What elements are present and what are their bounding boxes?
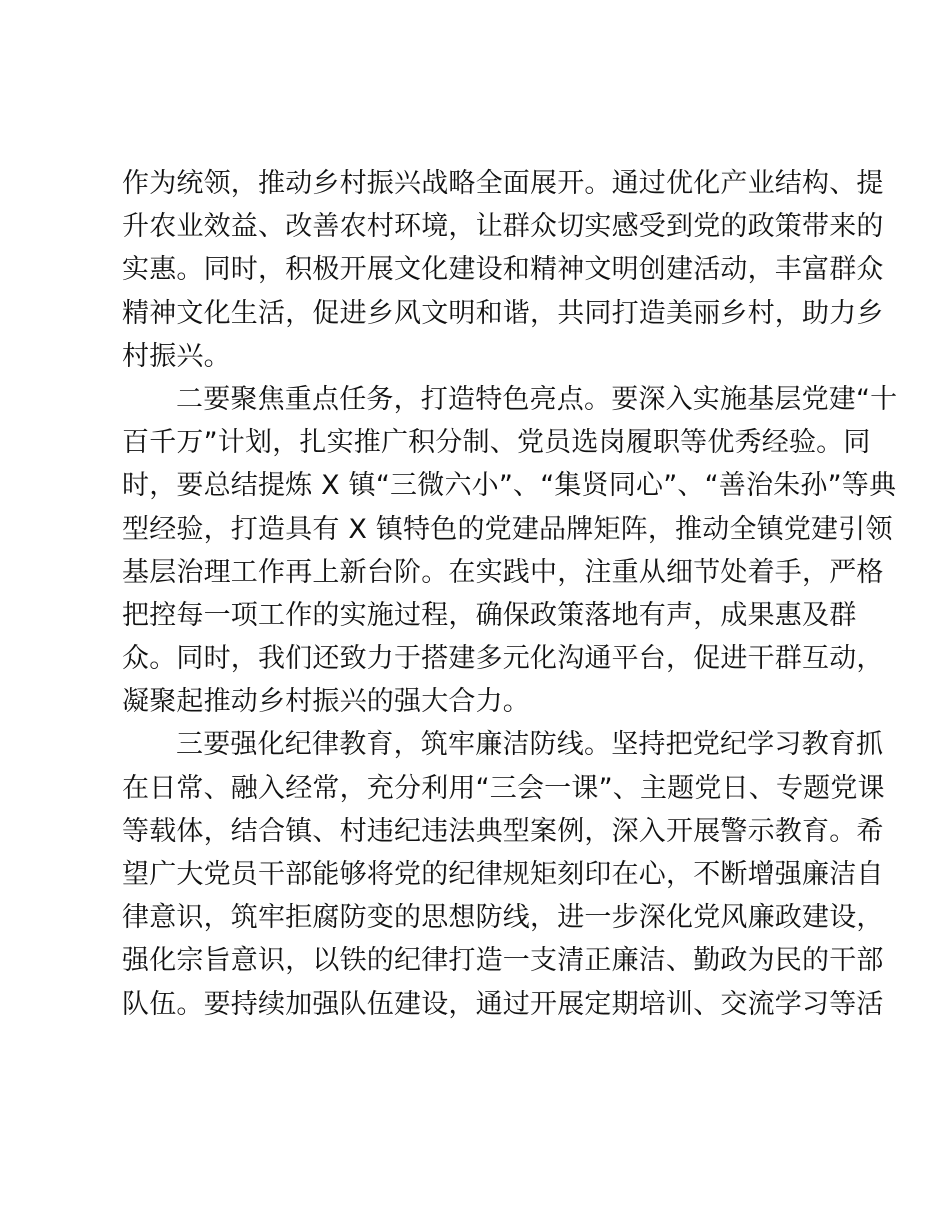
paragraph-3-line-3: 等载体，结合镇、村违纪违法典型案例，深入开展警示教育。希 xyxy=(122,815,884,847)
paragraph-1-line-3: 实惠。同时，积极开展文化建设和精神文明创建活动，丰富群众 xyxy=(122,254,884,286)
paragraph-3-line-1: 三要强化纪律教育，筑牢廉洁防线。坚持把党纪学习教育抓 xyxy=(176,729,884,761)
paragraph-3-line-7: 队伍。要持续加强队伍建设，通过开展定期培训、交流学习等活 xyxy=(122,988,884,1020)
paragraph-2-line-8: 凝聚起推动乡村振兴的强大合力。 xyxy=(122,686,530,718)
paragraph-2-line-5: 基层治理工作再上新台阶。在实践中，注重从细节处着手，严格 xyxy=(122,556,884,588)
paragraph-1-line-5: 村振兴。 xyxy=(122,340,231,372)
paragraph-2-line-6: 把控每一项工作的实施过程，确保政策落地有声，成果惠及群 xyxy=(122,599,857,631)
paragraph-2-line-2: 百千万”计划，扎实推广积分制、党员选岗履职等优秀经验。同 xyxy=(122,427,871,459)
paragraph-2-line-3: 时，要总结提炼 X 镇“三微六小”、“集贤同心”、“善治朱孙”等典 xyxy=(122,470,897,502)
paragraph-2-line-4: 型经验，打造具有 X 镇特色的党建品牌矩阵，推动全镇党建引领 xyxy=(122,513,893,545)
paragraph-1-line-1: 作为统领，推动乡村振兴战略全面展开。通过优化产业结构、提 xyxy=(122,168,884,199)
paragraph-3-line-4: 望广大党员干部能够将党的纪律规矩刻印在心，不断增强廉洁自 xyxy=(122,859,884,890)
paragraph-1-line-2: 升农业效益、改善农村环境，让群众切实感受到党的政策带来的 xyxy=(122,211,884,243)
paragraph-2-line-1: 二要聚焦重点任务，打造特色亮点。要深入实施基层党建“十 xyxy=(176,383,898,415)
document-body xyxy=(122,162,898,1026)
paragraph-3-line-6: 强化宗旨意识，以铁的纪律打造一支清正廉洁、勤政为民的干部 xyxy=(122,945,884,977)
paragraph-2-line-7: 众。同时，我们还致力于搭建多元化沟通平台，促进干群互动， xyxy=(122,643,884,675)
paragraph-1-line-4: 精神文化生活，促进乡风文明和谐，共同打造美丽乡村，助力乡 xyxy=(122,297,884,329)
paragraph-3-line-2: 在日常、融入经常，充分利用“三会一课”、主题党日、专题党课 xyxy=(122,772,885,804)
paragraph-3-line-5: 律意识，筑牢拒腐防变的思想防线，进一步深化党风廉政建设， xyxy=(122,902,884,934)
